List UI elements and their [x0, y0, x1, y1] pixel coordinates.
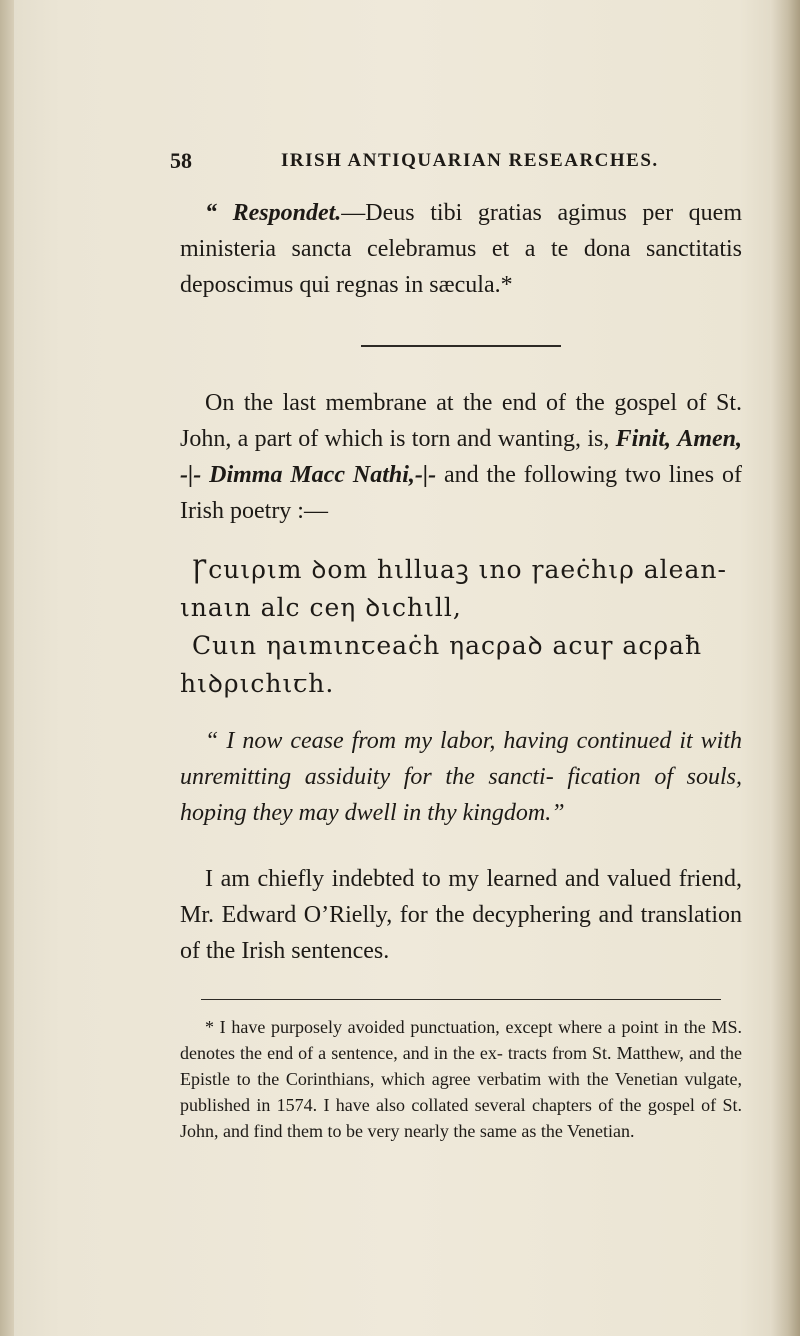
footnote: * I have purposely avoided punctuation, except where a point in the MS. denotes the end of a sentence, and in the ex- tracts from St. Matthew, and the Epistle to the Corinthians, which agree verbatim with the Venetian vulgate, published in 1574. I have also collated several chapters of the gospel of St. John, and find them to be very nearly the same as the Venetian.	[180, 1017, 742, 1141]
irish-poetry	[180, 551, 742, 703]
section-divider	[361, 345, 561, 347]
irish-line-2: ιnaιn alc ceη ꝺιchιll,	[180, 593, 462, 622]
page-gutter-shadow	[0, 0, 14, 1336]
finit-text: Finit,	[615, 426, 672, 452]
page-header	[170, 148, 700, 178]
irish-line-4: hιꝺριchιꞇh.	[180, 669, 335, 698]
acknowledgement-paragraph: I am chiefly indebted to my learned and valued friend, Mr. Edward O’Rielly, for the decyphering and translation of the Irish sentences.	[180, 866, 742, 964]
dimma-inscription: ‐|‐ Dimma Macc Nathi,‐|‐	[180, 462, 437, 488]
page-edge	[770, 0, 800, 1336]
membrane-paragraph	[180, 385, 742, 529]
irish-line-3: Cuιn ηaιmιnꞇeaċh ηacρaꝺ acuꞅ acρaħ	[192, 631, 703, 660]
respondet-label: “ Respondet.	[205, 200, 342, 226]
amen-text: Amen,	[677, 426, 743, 452]
membrane-text-2: and the following two lines of Irish poetry :—	[180, 462, 743, 524]
membrane-text-1: On the last membrane at the end of the gospel of St. John, a part of which is torn and wanting, is,	[180, 390, 742, 452]
respondet-text: —Deus tibi gratias agimus per quem ministeria sancta celebramus et a te dona sanctitatis deposcimus qui regnas in sæcula.*	[180, 200, 743, 298]
respondet-paragraph	[180, 195, 742, 303]
translation-paragraph: “ I now cease from my labor, having continued it with unremitting assiduity for the sancti- fication of souls, hoping they may dwell in thy kingdom.”	[180, 728, 742, 826]
irish-line-1: Ꞅcuιριm ꝺom hιlluaꝫ ιnο ꞅaeċhιρ alean-	[192, 555, 727, 584]
footnote-divider	[201, 999, 721, 1000]
running-head: IRISH ANTIQUARIAN RESEARCHES.	[281, 150, 659, 171]
page-number: 58	[170, 148, 192, 173]
page-body	[180, 195, 742, 1144]
